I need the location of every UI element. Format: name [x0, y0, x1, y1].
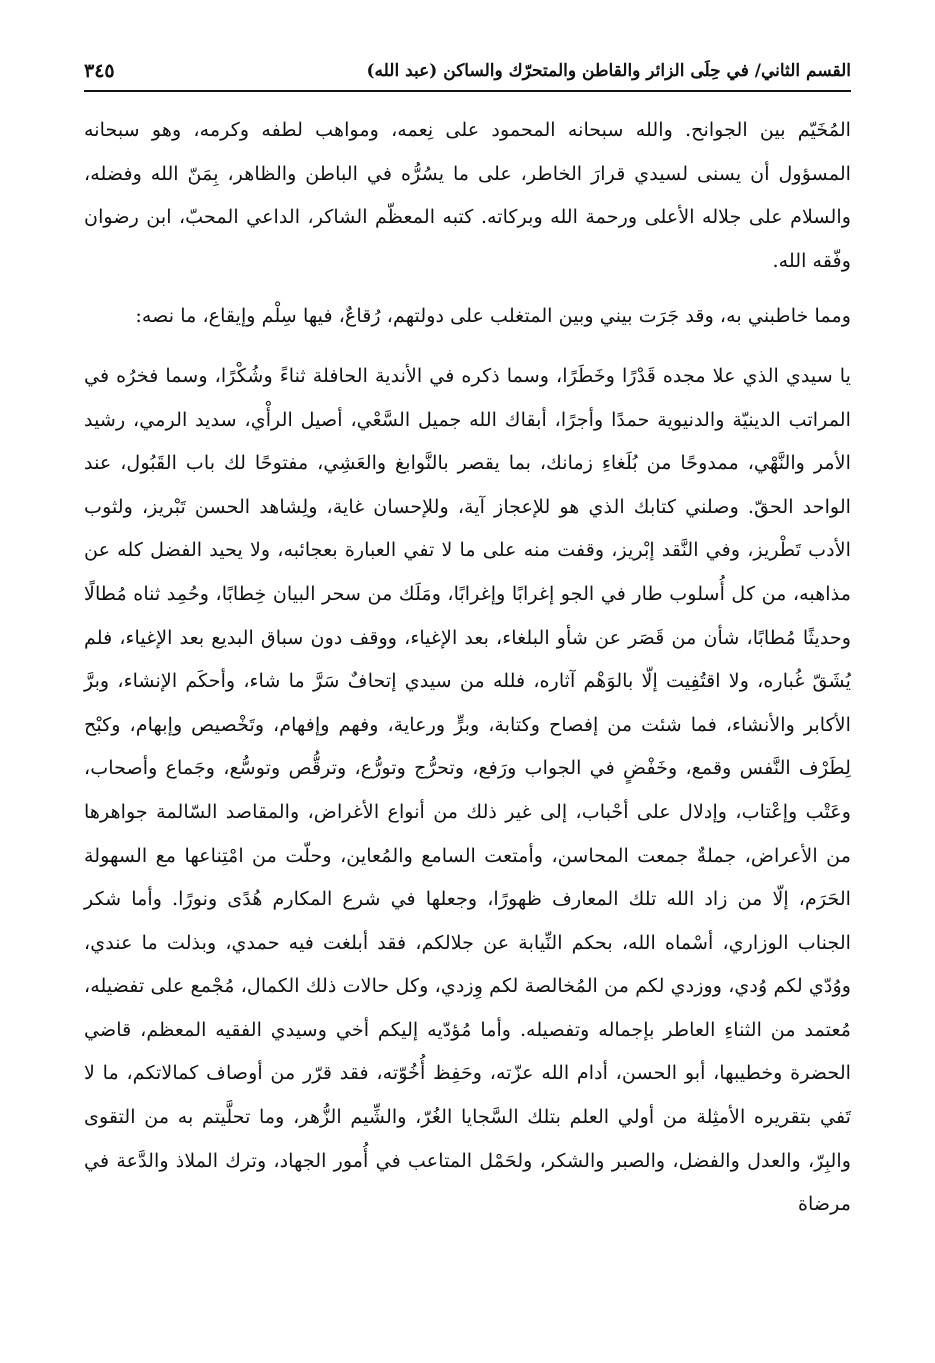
page-number: ٣٤٥	[84, 60, 115, 82]
paragraph-letter-text: يا سيدي الذي علا مجده قَدْرًا وخَطَرًا، وسما ذكره في الأندية الحافلة ثناءً وشُكْرًا، وسما فخرُه في المراتب الدينيّة والدنيوية حمدًا وأجرًا، أبقاك الله جميل السَّعْي، أصيل الرأْي، سديد الرمي، رشيد الأمر والنَّهْي، ممدوحًا من بُلَغاءِ زمانك، بما يقصر بالنَّوابغ والعَشِي، مفتوحًا لك باب القَبُول، عند الواحد الحقّ. وصلني كتابك الذي هو للإعجاز آية، وللإحسان غاية، ولِشاهد الحسن تَبْريز، ولثوب الأدب تَطْريز، وفي النَّقد إبْريز، وقفت منه على ما لا تفي العبارة بعجائبه، ولا يحيد الفضل كله عن مذاهبه، من كل أُسلوب طار في الجو إغرابًا وإغرابًا، ومَلَك من سحر البيان خِطابًا، وحُمِد ثناه مُطالًا وحديثًا مُطابًا، شأن من قَصَر عن شأو البلغاء، بعد الإغياء، ووقف دون سباق البديع بعد الإغياء، فلم يُشَقّ غُباره، ولا اقتُفِيت إلّا بالوَهْم آثاره، فلله من سيدي إتحافٌ سَرَّ ما شاء، وأحكَم الإنشاء، وبرَّ الأكابر والأنشاء، فما شئت من إفصاح وكتابة، وبرٍّ ورعاية، وفهم وإفهام، وتَخْصيص وإبهام، وكبْح لِطَرْف النَّفس وقمع، وخَفْضٍ في الجواب ورَفع، وتحرُّج وتورُّع، وترقُّص وتوسُّع، وجَماع وأصحاب، وعَتْب وإعْتاب، وإدلال على أحْباب، إلى غير ذلك من أنواع الأغراض، والمقاصد السّالمة جواهرها من الأعراض، جملةٌ جمعت المحاسن، وأمتعت السامع والمُعاين، وحلّت من امْتِناعها مع السهولة الحَرَم، إلّا من زاد الله تلك المعارف ظهورًا، وجعلها في شرع المكارم هُدًى ونورًا. وأما شكر الجناب الوزاري، أسْماه الله، بحكم النِّيابة عن جلالكم، فقد أبلغت فيه حمدي، وبذلت ما عندي، ووُدّي لكم وُدي، ووزدي لكم من المُخالصة لكم وِزدي، وكل حالات ذلك الكمال، مُجْمع على تفضيله، مُعتمد من الثناءِ العاطر بإجماله وتفصيله. وأما مُؤدّيه إليكم أخي وسيدي الفقيه المعظم، قاضي الحضرة وخطيبها، أبو الحسن، أدام الله عزّته، وحَفِظ أُخُوّته، فقد قرّر من أوصاف كمالاتكم، ما لا تَفي بتقريره الأمثِلة من أولي العلم بتلك السَّجايا الغُرّ، والشِّيم الزُّهر، وما تحلَّيتم به من التقوى والبِرّ، والعدل والفضل، والصبر والشكر، ولحَمْل المتاعب في أُمور الجهاد، وترك الملاذ والدَّعة في مرضاة	[84, 363, 851, 1216]
paragraph-letter-closing: المُخَيّم بين الجوانح. والله سبحانه المحمود على نِعمه، ومواهب لطفه وكرمه، وهو سبحانه المسؤول أن يسنى لسيدي قرارَ الخاطر، على ما يسُرُّه في الباطن والظاهر، بِمَنّ الله وفضله، والسلام على جلاله الأعلى ورحمة الله وبركاته. كتبه المعظّم الشاكر، الداعي المحبّ، ابن رضوان وفّقه الله.	[84, 118, 851, 272]
page-header	[84, 52, 851, 92]
paragraph-introduction: ومما خاطبني به، وقد جَرَت بيني وبين المتغلب على دولتهم، رُقاعٌ، فيها سِلْم وإيقاع، ما نصه:	[135, 304, 851, 328]
running-head: القسم الثاني/ في حِلَى الزائر والقاطن والمتحرّك والساكن (عبد الله)	[366, 61, 851, 81]
body-text	[84, 108, 851, 1226]
